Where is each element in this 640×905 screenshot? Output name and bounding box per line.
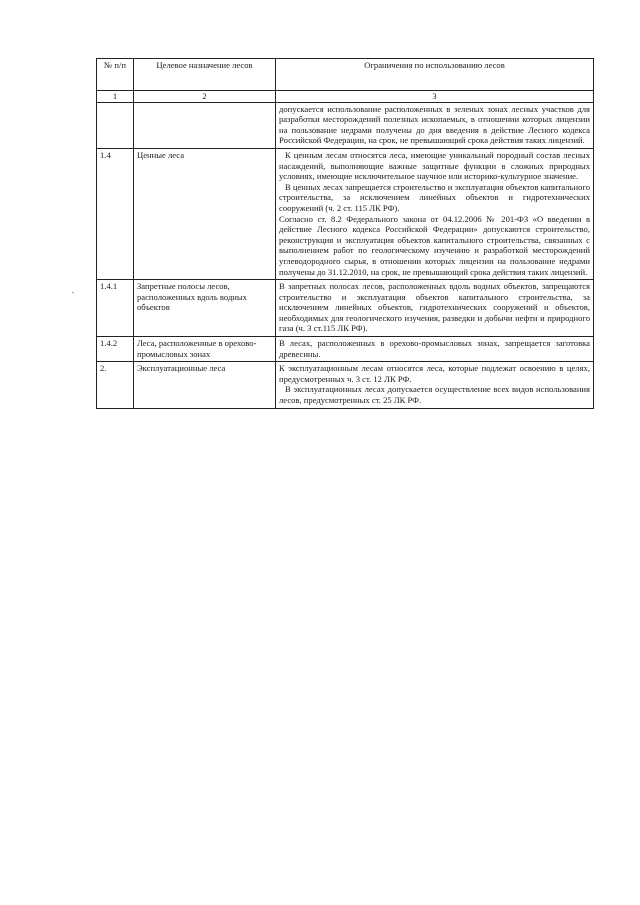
row-purpose [134, 102, 276, 148]
forest-restrictions-table [96, 58, 594, 409]
restriction-paragraph: К эксплуатационным лесам относятся леса, которые подлежат освоению в целях, предусмотренных ч. 3 ст. 12 ЛК РФ. [279, 363, 590, 384]
restriction-paragraph: допускается использование расположенных в зеленых зонах лесных участков для разработки месторождений полезных ископаемых, в отношении которых лицензии на пользование недрами получены до дня введения в действие Лесного кодекса Российской Федерации, на срок, не превышающий срока действия таких лицензий. [279, 103, 590, 146]
restriction-paragraph: Согласно ст. 8.2 Федерального закона от 04.12.2006 № 201-ФЗ «О введении в действие Лесного кодекса Российской Федерации» допускаются строительство, реконструкция и эксплуатация объектов капитального строительства, связанных с выполнением работ по геологическому изучению и разработкой месторождений углеводородного сырья, в отношении которых лицензии на пользование недрами получены до 31.12.2010, на срок, не превышающий срока действия таких лицензий. [279, 213, 590, 277]
header-restrictions: Ограничения по использованию лесов [276, 59, 594, 91]
row-restrictions [276, 102, 594, 148]
restriction-paragraph: В ценных лесах запрещается строительство и эксплуатация объектов капитального строительства, за исключением линейных объектов и гидротехнических сооружений (ч. 2 ст. 115 ЛК РФ). [279, 181, 590, 213]
table-row [97, 280, 594, 337]
header-purpose: Целевое назначение лесов [134, 59, 276, 91]
column-number: 2 [134, 91, 276, 103]
row-num: 1.4.2 [97, 337, 134, 362]
column-number: 1 [97, 91, 134, 103]
restriction-paragraph: В эксплуатационных лесах допускается осуществление всех видов использования лесов, предусмотренных ст. 25 ЛК РФ. [279, 384, 590, 406]
row-num [97, 102, 134, 148]
table-row [97, 148, 594, 279]
row-restrictions [276, 280, 594, 337]
restriction-paragraph: В лесах, расположенных в орехово-промысловых зонах, запрещается заготовка древесины. [279, 338, 590, 359]
scan-mark [72, 292, 74, 293]
row-restrictions [276, 337, 594, 362]
row-num: 1.4 [97, 148, 134, 279]
row-purpose: Леса, расположенные в орехово-промысловых зонах [134, 337, 276, 362]
table-header-row [97, 59, 594, 91]
restriction-paragraph: В запретных полосах лесов, расположенных вдоль водных объектов, запрещаются строительство и эксплуатация объектов капитального строительства, за исключением линейных объектов, гидротехнических сооружений и объектов, необходимых для геологического изучения, разведки и добычи нефти и природного газа (ч. 3 ст.115 ЛК РФ). [279, 281, 590, 334]
header-num: № п/п [97, 59, 134, 91]
row-num: 2. [97, 362, 134, 408]
restriction-paragraph: К ценным лесам относятся леса, имеющие уникальный породный состав лесных насаждений, выполняющие важные защитные функции в сложных природных условиях, имеющие исключительное научное или историко-культурное значение. [279, 149, 590, 182]
column-number: 3 [276, 91, 594, 103]
row-purpose: Запретные полосы лесов, расположенных вдоль водных объектов [134, 280, 276, 337]
row-restrictions [276, 362, 594, 408]
row-purpose: Эксплуатационные леса [134, 362, 276, 408]
row-num: 1.4.1 [97, 280, 134, 337]
row-purpose: Ценные леса [134, 148, 276, 279]
table-row [97, 362, 594, 408]
row-restrictions [276, 148, 594, 279]
table-row [97, 337, 594, 362]
table-row [97, 102, 594, 148]
column-number-row [97, 91, 594, 103]
